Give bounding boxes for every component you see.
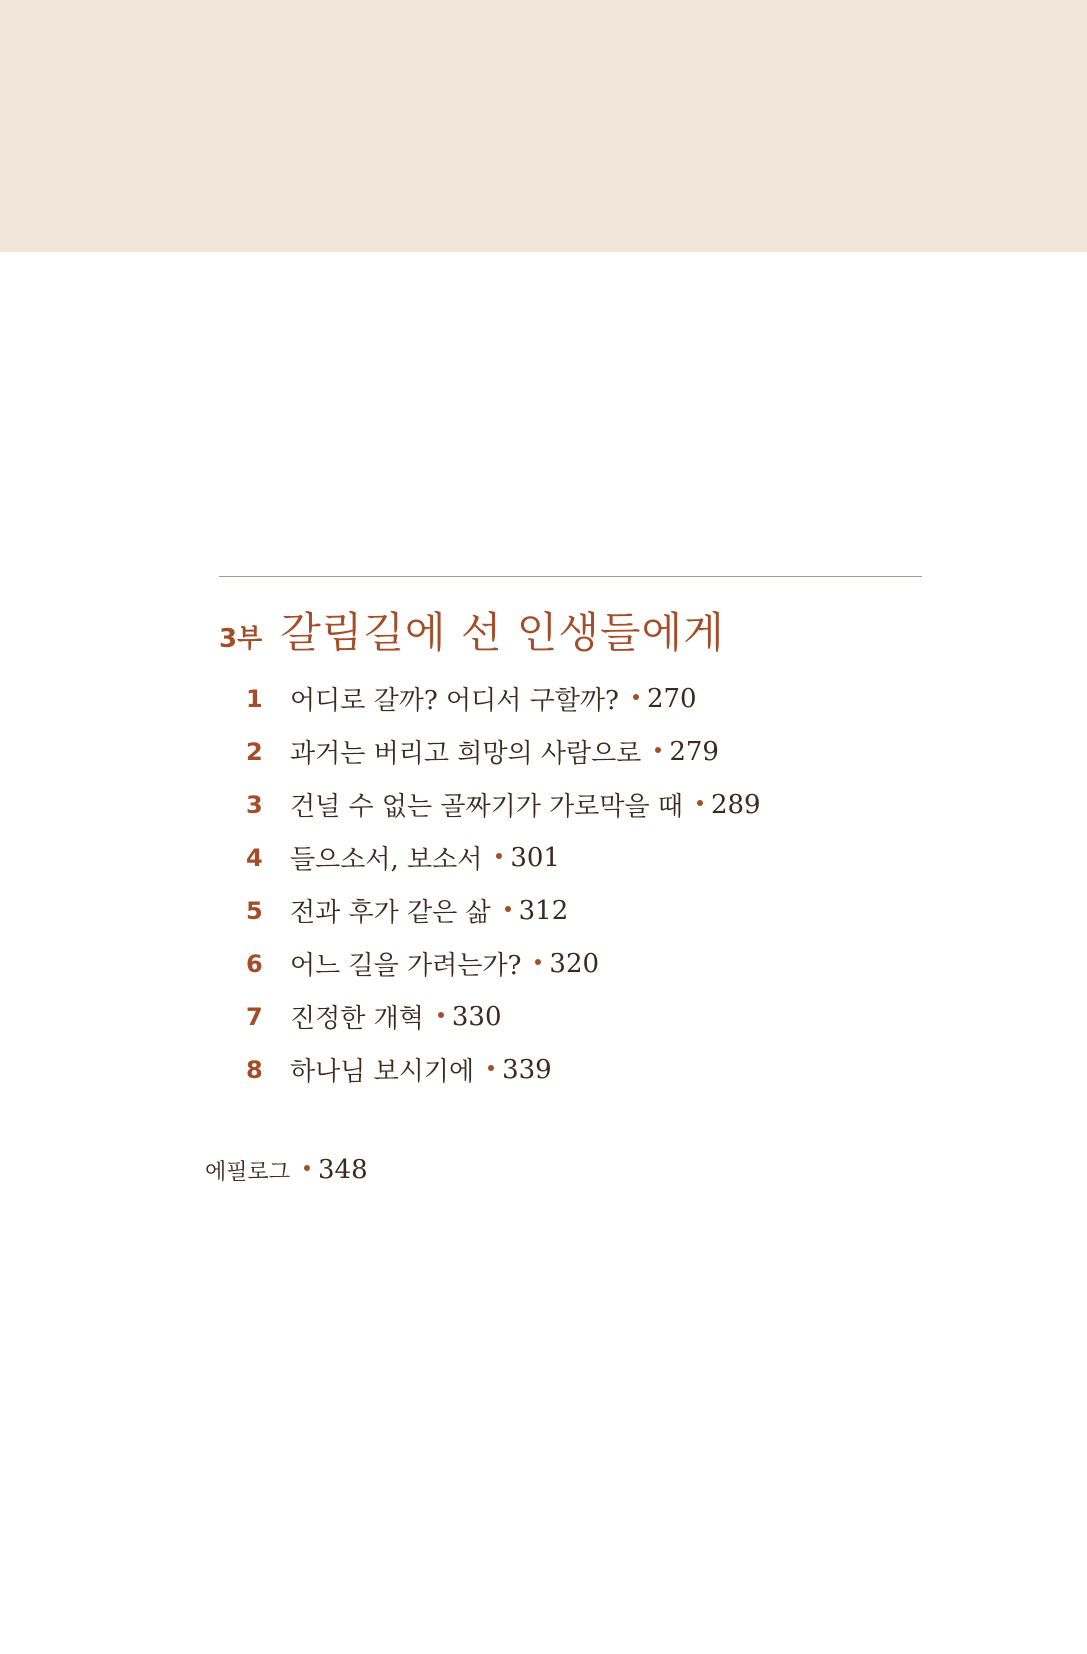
epilogue-entry[interactable] (205, 1150, 368, 1190)
bullet-dot-icon (438, 1012, 444, 1018)
chapter-number: 4 (246, 843, 263, 872)
chapter-number: 3 (246, 790, 263, 819)
bullet-dot-icon (535, 959, 541, 965)
chapter-page: 312 (518, 895, 569, 926)
part-label: 3부 (219, 624, 263, 654)
bullet-dot-icon (496, 853, 502, 859)
chapter-page: 330 (451, 1001, 502, 1032)
chapter-number: 5 (246, 896, 263, 925)
chapter-title: 진정한 개혁 (290, 1004, 424, 1034)
chapter-title: 전과 후가 같은 삶 (290, 898, 491, 928)
chapter-title: 과거는 버리고 희망의 사람으로 (290, 739, 642, 769)
chapter-page: 279 (669, 736, 719, 767)
bullet-dot-icon (488, 1065, 494, 1071)
bullet-dot-icon (505, 906, 511, 912)
chapter-page: 339 (502, 1054, 552, 1085)
chapter-list (246, 672, 761, 1096)
epilogue-title: 에필로그 (205, 1159, 291, 1185)
chapter-item[interactable] (246, 937, 761, 990)
chapter-number: 6 (246, 949, 263, 978)
chapter-number: 1 (246, 684, 263, 713)
chapter-page: 270 (646, 683, 697, 714)
chapter-title: 어디로 갈까? 어디서 구할까? (290, 686, 619, 716)
part-heading (219, 600, 725, 657)
bullet-dot-icon (655, 747, 661, 753)
chapter-title: 어느 길을 가려는가? (290, 951, 522, 981)
chapter-title: 건널 수 없는 골짜기가 가로막을 때 (290, 792, 683, 822)
chapter-item[interactable] (246, 778, 761, 831)
chapter-item[interactable] (246, 884, 761, 937)
chapter-number: 7 (246, 1002, 263, 1031)
chapter-item[interactable] (246, 725, 761, 778)
bullet-dot-icon (633, 694, 639, 700)
part-title: 갈림길에 선 인생들에게 (280, 608, 725, 657)
section-divider (219, 576, 922, 577)
chapter-page: 301 (510, 842, 560, 873)
chapter-item[interactable] (246, 990, 761, 1043)
bullet-dot-icon (304, 1165, 310, 1171)
epilogue-page: 348 (318, 1155, 368, 1185)
chapter-item[interactable] (246, 831, 761, 884)
chapter-item[interactable] (246, 672, 761, 725)
chapter-title: 들으소서, 보소서 (290, 845, 483, 875)
chapter-number: 8 (246, 1055, 263, 1084)
header-band (0, 0, 1087, 252)
chapter-item[interactable] (246, 1043, 761, 1096)
chapter-page: 320 (549, 948, 600, 979)
chapter-page: 289 (710, 789, 761, 820)
bullet-dot-icon (697, 800, 703, 806)
chapter-title: 하나님 보시기에 (290, 1057, 475, 1087)
chapter-number: 2 (246, 737, 263, 766)
